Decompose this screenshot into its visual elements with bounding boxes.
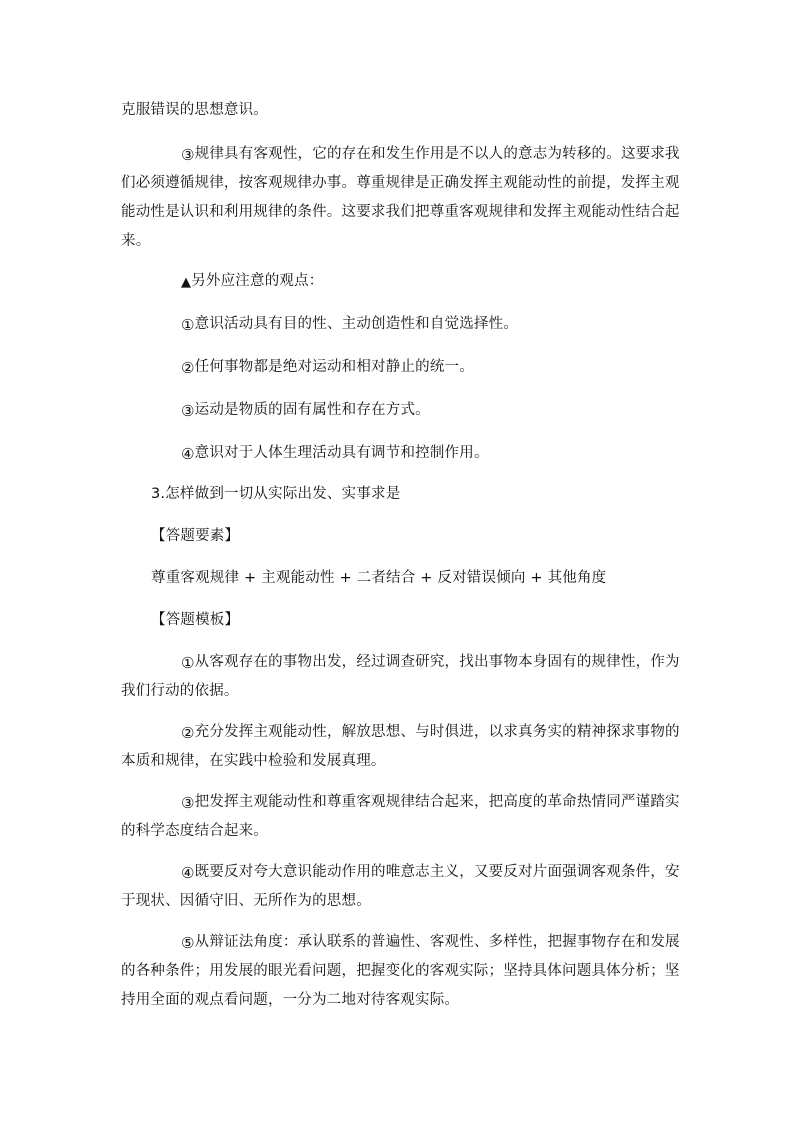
template-item-4 [121,858,691,916]
paragraph-other-views-heading [121,267,691,296]
paragraph-text: 3.怎样做到一切从实际出发、实事求是 [151,486,401,502]
answer-template-heading [121,606,691,635]
list-item-view-4 [121,439,691,468]
triangle-bullet-icon: ▲ [181,275,192,290]
template-item-1 [121,648,691,706]
circled-number-2: ② [181,359,195,377]
list-item-view-2 [121,353,691,382]
circled-number-4: ④ [181,445,195,463]
paragraph-text: 把发挥主观能动性和尊重客观规律结合起来，把高度的革命热情同严谨踏实的科学态度结合起来。 [121,794,680,839]
circled-number-3: ③ [181,794,195,812]
paragraph-text: 任何事物都是绝对运动和相对静止的统一。 [194,359,474,375]
answer-elements-heading [121,522,691,551]
paragraph-text: 从辩证法角度：承认联系的普遍性、客观性、多样性，把握事物存在和发展的各种条件；用发展的眼光看问题，把握变化的客观实际；坚持具体问题具体分析；坚持用全面的观点看问题，一分为二地对待客观实际。 [121,934,680,1008]
template-item-5 [121,928,691,1015]
paragraph-text: 运动是物质的固有属性和存在方式。 [194,402,430,418]
paragraph-text: 既要反对夸大意识能动作用的唯意志主义，又要反对片面强调客观条件，安于现状、因循守旧、无所作为的思想。 [121,864,680,909]
paragraph-text: 充分发挥主观能动性，解放思想、与时俱进，以求真务实的精神探求事物的本质和规律，在实践中检验和发展真理。 [121,724,680,769]
answer-elements-line [121,564,691,593]
paragraph-text: 另外应注意的观点： [191,273,324,289]
paragraph-text: 尊重客观规律 + 主观能动性 + 二者结合 + 反对错误倾向 + 其他角度 [151,570,607,586]
circled-number-1: ① [181,316,195,334]
paragraph-continuation [121,96,691,125]
section-heading-3 [121,480,691,509]
paragraph-text: 意识对于人体生理活动具有调节和控制作用。 [194,445,489,461]
paragraph-law-objectivity [121,140,691,256]
list-item-view-3 [121,396,691,425]
template-item-2 [121,718,691,776]
paragraph-text: 意识活动具有目的性、主动创造性和自觉选择性。 [194,316,519,332]
paragraph-text: 规律具有客观性，它的存在和发生作用是不以人的意志为转移的。这要求我们必须遵循规律，按客观规律办事。尊重规律是正确发挥主观能动性的前提，发挥主观能动性是认识和利用规律的条件。这要求我们把尊重客观规律和发挥主观能动性结合起来。 [121,146,680,249]
circled-number-5: ⑤ [181,934,195,952]
circled-number-3: ③ [181,402,195,420]
circled-number-2: ② [181,724,195,742]
circled-number-4: ④ [181,864,195,882]
paragraph-text: 【答题要素】 [151,528,240,544]
template-item-3 [121,788,691,846]
circled-number-1: ① [181,654,195,672]
paragraph-text: 克服错误的思想意识。 [121,102,268,118]
paragraph-text: 【答题模板】 [151,612,240,628]
circled-number-3: ③ [181,146,195,164]
paragraph-text: 从客观存在的事物出发，经过调查研究，找出事物本身固有的规律性，作为我们行动的依据。 [121,654,680,699]
list-item-view-1 [121,310,691,339]
